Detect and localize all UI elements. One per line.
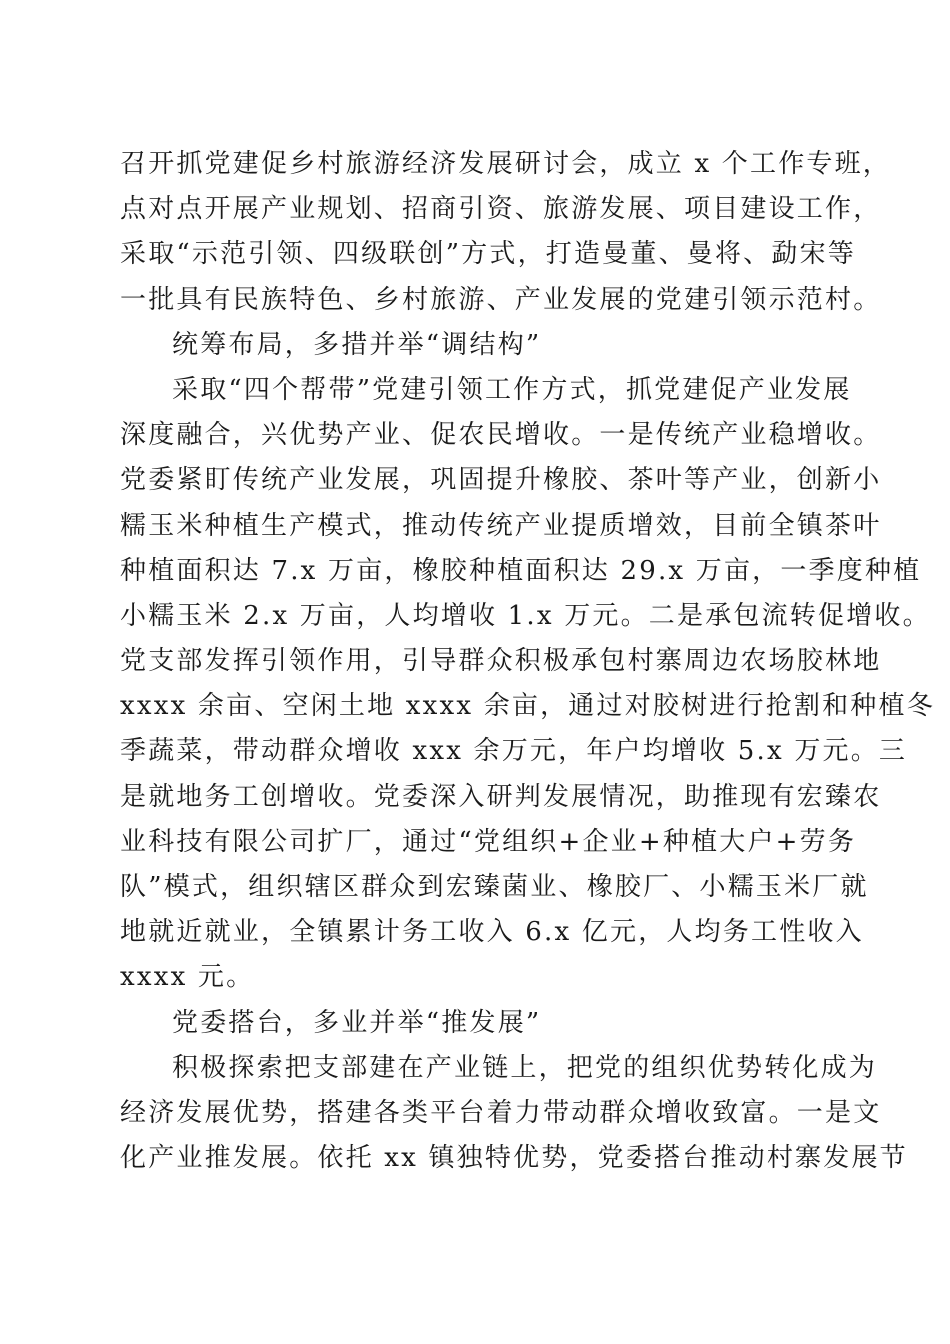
paragraph-line: 采取“示范引领、四级联创”方式，打造曼董、曼将、勐宋等 [120, 239, 856, 270]
paragraph-line: 积极探索把支部建在产业链上，把党的组织优势转化成为 [172, 1052, 878, 1083]
paragraph-line: 党委紧盯传统产业发展，巩固提升橡胶、茶叶等产业，创新小 [120, 465, 882, 496]
paragraph-line: 一批具有民族特色、乡村旅游、产业发展的党建引领示范村。 [120, 284, 882, 315]
paragraph-line: 小糯玉米 2.x 万亩，人均增收 1.x 万元。二是承包流转促增收。 [120, 600, 931, 631]
paragraph-line: 是就地务工创增收。党委深入研判发展情况，助推现有宏臻农 [120, 781, 882, 812]
paragraph-line: 糯玉米种植生产模式，推动传统产业提质增效，目前全镇茶叶 [120, 510, 882, 541]
paragraph-line: 经济发展优势，搭建各类平台着力带动群众增收致富。一是文 [120, 1097, 882, 1128]
document-body [120, 142, 935, 1181]
paragraph-line: xxxx 余亩、空闲土地 xxxx 余亩，通过对胶树进行抢割和种植冬 [120, 691, 935, 722]
paragraph-line: 业科技有限公司扩厂，通过“党组织+企业+种植大户+劳务 [120, 826, 857, 857]
paragraph-line: 采取“四个帮带”党建引领工作方式，抓党建促产业发展 [172, 374, 852, 405]
paragraph-line: xxxx 元。 [120, 962, 255, 993]
paragraph-line: 队”模式，组织辖区群众到宏臻菌业、橡胶厂、小糯玉米厂就 [120, 872, 869, 902]
paragraph-line: 种植面积达 7.x 万亩，橡胶种植面积达 29.x 万亩，一季度种植 [120, 555, 922, 586]
paragraph-line: 党支部发挥引领作用，引导群众积极承包村寨周边农场胶林地 [120, 646, 882, 677]
paragraph-line: 深度融合，兴优势产业、促农民增收。一是传统产业稳增收。 [120, 420, 882, 451]
section-heading-promote-development: 党委搭台，多业并举“推发展” [172, 1007, 542, 1038]
paragraph-line: 季蔬菜，带动群众增收 xxx 余万元，年户均增收 5.x 万元。三 [120, 736, 908, 767]
paragraph-line: 点对点开展产业规划、招商引资、旅游发展、项目建设工作， [120, 194, 882, 225]
paragraph-line: 化产业推发展。依托 xx 镇独特优势，党委搭台推动村寨发展节 [120, 1143, 908, 1174]
paragraph-line: 召开抓党建促乡村旅游经济发展研讨会，成立 x 个工作专班， [120, 149, 891, 179]
paragraph-line: 地就近就业，全镇累计务工收入 6.x 亿元，人均务工性收入 [120, 917, 864, 948]
section-heading-adjust-structure: 统筹布局，多措并举“调结构” [172, 329, 542, 360]
